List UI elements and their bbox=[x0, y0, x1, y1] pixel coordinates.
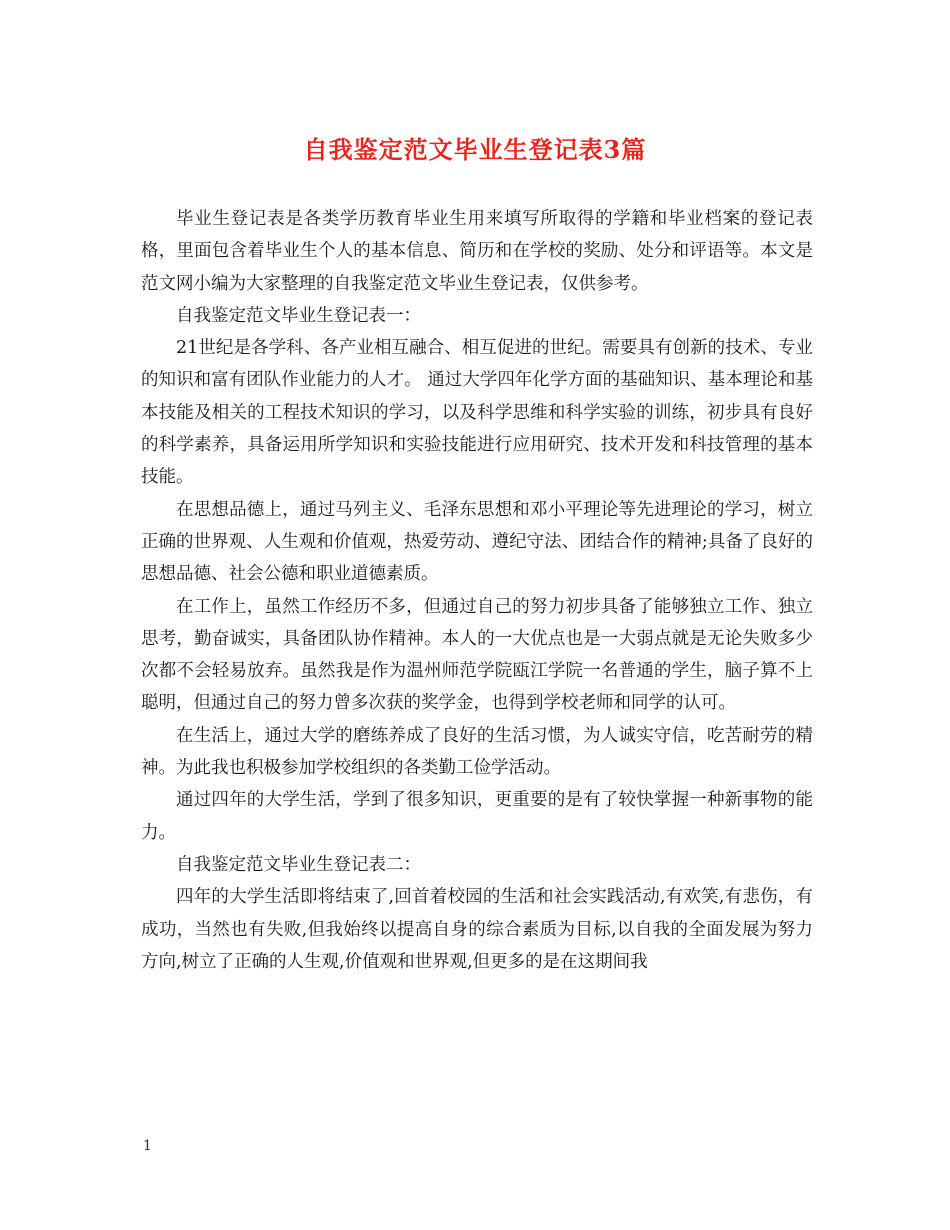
body-paragraph: 在思想品德上，通过马列主义、毛泽东思想和邓小平理论等先进理论的学习，树立正确的世界观、人生观和价值观，热爱劳动、遵纪守法、团结合作的精神;具备了良好的思想品德、社会公德和职业道德素质。 bbox=[141, 499, 813, 585]
body-paragraph: 通过四年的大学生活，学到了很多知识，更重要的是有了较快掌握一种新事物的能力。 bbox=[141, 790, 813, 843]
section-heading-two: 自我鉴定范文毕业生登记表二： bbox=[176, 854, 421, 875]
body-paragraph: 21世纪是各学科、各产业相互融合、相互促进的世纪。需要具有创新的技术、专业的知识和富有团队作业能力的人才。 通过大学四年化学方面的基础知识、基本理论和基本技能及相关的工程技术知识的学习，以及科学思维和科学实验的训练，初步具有良好的科学素养，具备运用所学知识和实验技能进行应用研究、技术开发和科技管理的基本技能。 bbox=[141, 338, 813, 488]
document-body bbox=[141, 203, 813, 978]
intro-paragraph: 毕业生登记表是各类学历教育毕业生用来填写所取得的学籍和毕业档案的登记表格，里面包含着毕业生个人的基本信息、简历和在学校的奖励、处分和评语等。本文是范文网小编为大家整理的自我鉴定范文毕业生登记表，仅供参考。 bbox=[141, 209, 813, 294]
body-paragraph: 在工作上，虽然工作经历不多，但通过自己的努力初步具备了能够独立工作、独立思考，勤奋诚实，具备团队协作精神。本人的一大优点也是一大弱点就是无论失败多少次都不会轻易放弃。虽然我是作为温州师范学院瓯江学院一名普通的学生，脑子算不上聪明，但通过自己的努力曾多次获的奖学金，也得到学校老师和同学的认可。 bbox=[141, 596, 813, 714]
body-paragraph: 在生活上，通过大学的磨练养成了良好的生活习惯，为人诚实守信，吃苦耐劳的精神。为此我也积极参加学校组织的各类勤工俭学活动。 bbox=[141, 725, 813, 779]
document-title: 自我鉴定范文毕业生登记表3篇 bbox=[303, 135, 647, 164]
body-paragraph: 四年的大学生活即将结束了,回首着校园的生活和社会实践活动,有欢笑,有悲伤，有成功，当然也有失败,但我始终以提高自身的综合素质为目标,以自我的全面发展为努力方向,树立了正确的人生观,价值观和世界观,但更多的是在这期间我 bbox=[141, 887, 813, 972]
page-number: 1 bbox=[143, 1138, 152, 1154]
section-heading-one: 自我鉴定范文毕业生登记表一： bbox=[176, 305, 421, 326]
